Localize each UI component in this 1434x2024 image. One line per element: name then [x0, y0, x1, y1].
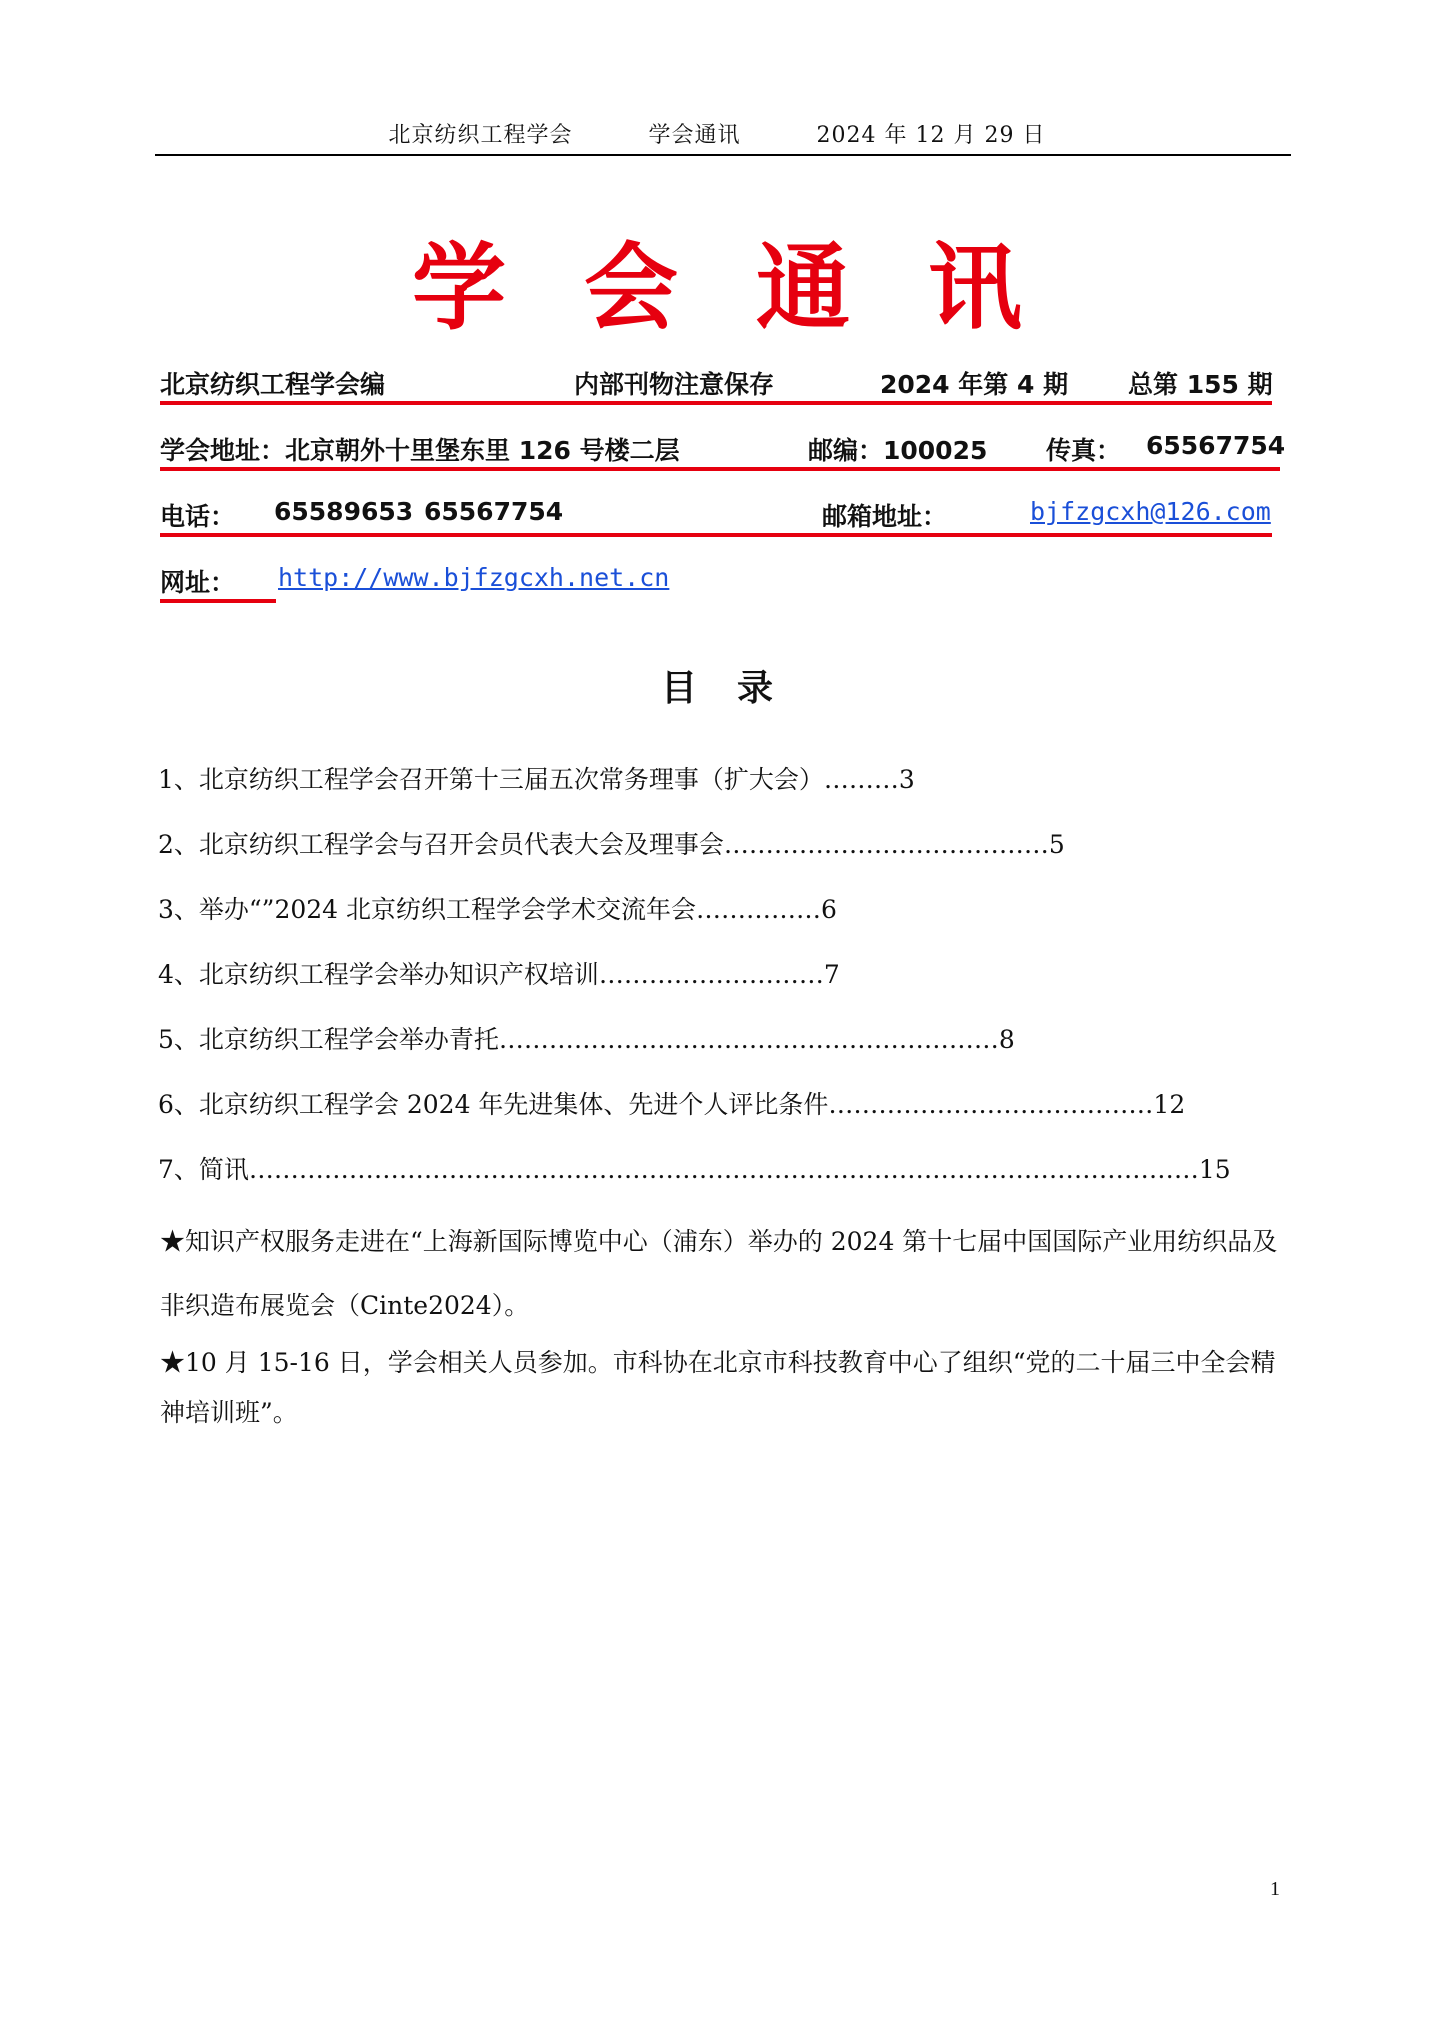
table-of-contents — [158, 760, 1288, 1215]
postcode: 邮编：100025 — [808, 436, 988, 465]
toc-item[interactable]: 6、北京纺织工程学会 2024 年先进集体、先进个人评比条件…………………………………12 — [158, 1090, 1186, 1119]
phone-label: 电话： — [160, 502, 236, 531]
info-row-contact — [160, 497, 1278, 537]
info-row-editor — [160, 365, 1278, 405]
total-issue: 总第 155 期 — [1128, 370, 1273, 399]
email-link[interactable]: bjfzgcxh@126.com — [1030, 497, 1271, 526]
red-rule — [160, 533, 1272, 537]
header-date: 2024 年 12 月 29 日 — [816, 123, 1046, 148]
notice: 内部刊物注意保存 — [574, 370, 775, 399]
toc-item[interactable]: 7、简讯……………………………………………………………………………………………………15 — [158, 1155, 1231, 1184]
toc-item[interactable]: 5、北京纺织工程学会举办青托……………………………………………………8 — [158, 1025, 1015, 1054]
header-publication: 学会通讯 — [648, 123, 741, 148]
news-item: ★10 月 15-16 日，学会相关人员参加。市科协在北京市科技教育中心了组织“党的二十届三中全会精神培训班”。 — [160, 1348, 1276, 1427]
address: 学会地址：北京朝外十里堡东里 126 号楼二层 — [160, 436, 680, 465]
red-rule — [160, 401, 1272, 405]
editor: 北京纺织工程学会编 — [160, 370, 386, 399]
header-org: 北京纺织工程学会 — [388, 123, 573, 148]
info-row-website — [160, 563, 1278, 603]
fax: 65567754 — [1146, 431, 1286, 460]
toc-title: 目录 — [660, 668, 813, 709]
news-item: ★知识产权服务走进在“上海新国际博览中心（浦东）举办的 2024 第十七届中国国际产业用纺织品及非织造布展览会（Cinte2024）。 — [160, 1227, 1278, 1320]
toc-item[interactable]: 3、举办“”2024 北京纺织工程学会学术交流年会……………6 — [158, 895, 837, 924]
toc-item[interactable]: 4、北京纺织工程学会举办知识产权培训………………………7 — [158, 960, 840, 989]
running-header — [0, 118, 1434, 149]
website-label: 网址： — [160, 568, 236, 597]
red-rule — [160, 599, 276, 603]
email-label: 邮箱地址： — [822, 502, 948, 531]
phone-1: 65589653 — [274, 497, 414, 526]
toc-item[interactable]: 2、北京纺织工程学会与召开会员代表大会及理事会…………………………………5 — [158, 830, 1065, 859]
header-rule — [155, 154, 1291, 156]
red-rule — [160, 467, 1280, 471]
fax-label: 传真： — [1046, 436, 1122, 465]
info-row-address — [160, 431, 1286, 471]
masthead-title: 学会通讯 — [411, 234, 1100, 343]
issue: 2024 年第 4 期 — [880, 370, 1069, 399]
website-link[interactable]: http://www.bjfzgcxh.net.cn — [278, 563, 670, 592]
page-number: 1 — [1270, 1878, 1280, 1900]
phone-2: 65567754 — [424, 497, 564, 526]
toc-item[interactable]: 1、北京纺织工程学会召开第十三届五次常务理事（扩大会）………3 — [158, 765, 915, 794]
